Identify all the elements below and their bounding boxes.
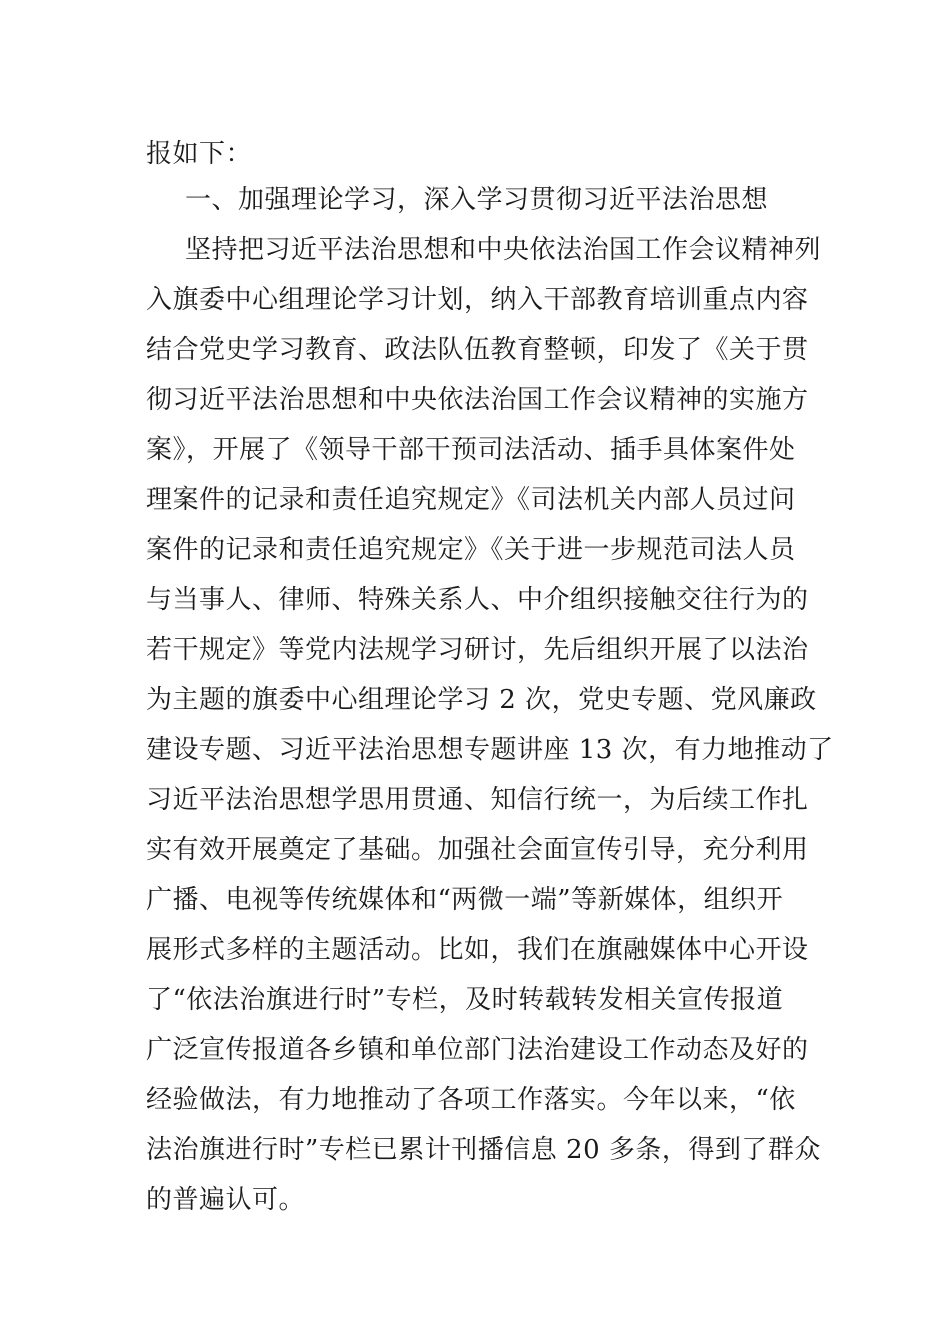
paragraph-line: 实有效开展奠定了基础。加强社会面宣传引导，充分利用	[146, 835, 809, 865]
paragraph-line: 若干规定》等党内法规学习研讨，先后组织开展了以法治	[146, 635, 809, 665]
paragraph-line: 与当事人、律师、特殊关系人、中介组织接触交往行为的	[146, 585, 809, 615]
paragraph-line: 建设专题、习近平法治思想专题讲座 13 次，有力地推动了	[146, 735, 834, 765]
paragraph-line: 了“依法治旗进行时”专栏，及时转载转发相关宣传报道	[146, 985, 784, 1015]
paragraph-line: 的普遍认可。	[146, 1185, 306, 1215]
paragraph-line: 入旗委中心组理论学习计划，纳入干部教育培训重点内容	[146, 285, 809, 315]
paragraph-line: 广播、电视等传统媒体和“两微一端”等新媒体，组织开	[146, 885, 784, 915]
paragraph-line: 展形式多样的主题活动。比如，我们在旗融媒体中心开设	[146, 935, 809, 965]
paragraph-line: 理案件的记录和责任追究规定》《司法机关内部人员过问	[146, 485, 796, 515]
paragraph-line: 坚持把习近平法治思想和中央依法治国工作会议精神列	[185, 235, 822, 265]
section-heading: 一、加强理论学习，深入学习贯彻习近平法治思想	[185, 185, 769, 215]
opening-line: 报如下：	[146, 139, 253, 169]
paragraph-line: 广泛宣传报道各乡镇和单位部门法治建设工作动态及好的	[146, 1035, 809, 1065]
paragraph-line: 结合党史学习教育、政法队伍教育整顿，印发了《关于贯	[146, 335, 809, 365]
paragraph-line: 案》，开展了《领导干部干预司法活动、插手具体案件处	[146, 435, 796, 465]
paragraph-line: 案件的记录和责任追究规定》《关于进一步规范司法人员	[146, 535, 796, 565]
paragraph-line: 为主题的旗委中心组理论学习 2 次，党史专题、党风廉政	[146, 685, 817, 715]
paragraph-line: 彻习近平法治思想和中央依法治国工作会议精神的实施方	[146, 385, 809, 415]
paragraph-line: 习近平法治思想学思用贯通、知信行统一，为后续工作扎	[146, 785, 809, 815]
paragraph-line: 法治旗进行时”专栏已累计刊播信息 20 多条，得到了群众	[146, 1135, 821, 1165]
paragraph-line: 经验做法，有力地推动了各项工作落实。今年以来，“依	[146, 1085, 796, 1115]
